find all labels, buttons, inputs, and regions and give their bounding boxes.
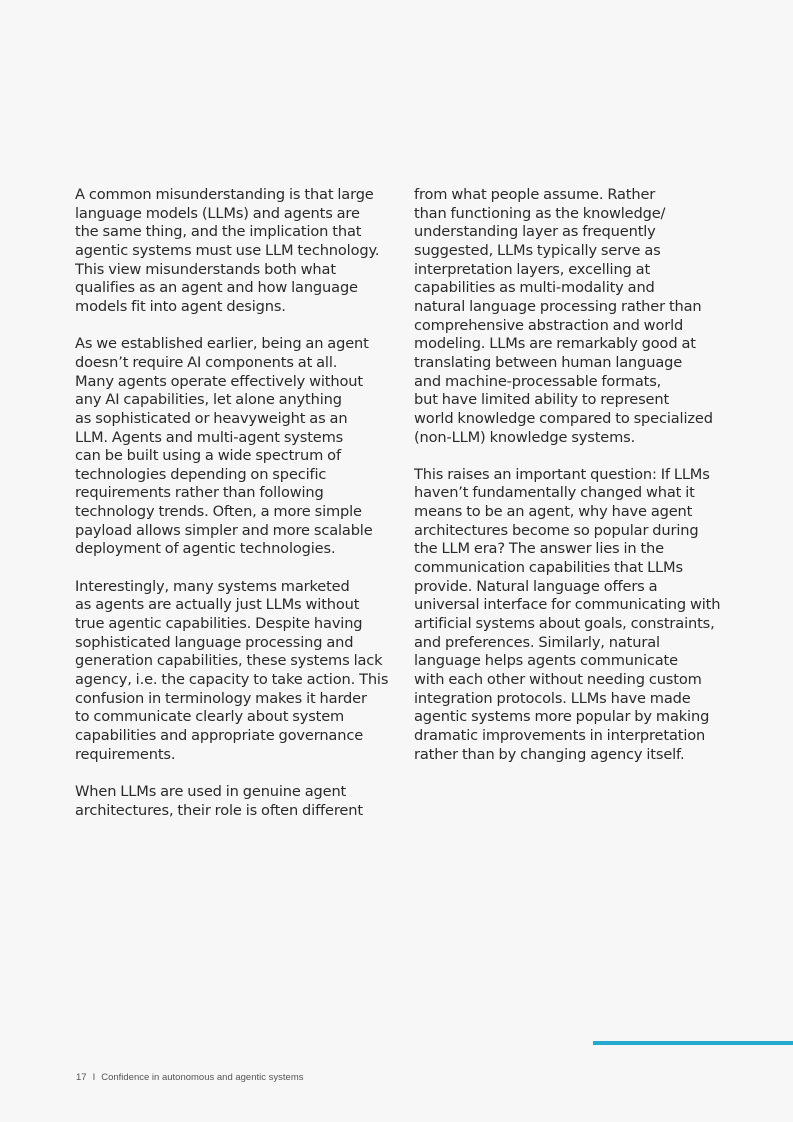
paragraph-llm-misunderstanding bbox=[75, 186, 395, 317]
text-line: communication capabilities that LLMs bbox=[414, 559, 683, 577]
text-line: language models (LLMs) and agents are bbox=[75, 204, 360, 222]
text-line: requirements. bbox=[75, 745, 176, 763]
left-column bbox=[75, 186, 395, 839]
text-line: generation capabilities, these systems lack bbox=[75, 652, 383, 670]
right-column bbox=[414, 186, 734, 783]
text-line: dramatic improvements in interpretation bbox=[414, 727, 706, 745]
text-line: with each other without needing custom bbox=[414, 671, 702, 689]
text-line: natural language processing rather than bbox=[414, 297, 702, 315]
text-line: provide. Natural language offers a bbox=[414, 577, 658, 595]
text-line: qualifies as an agent and how language bbox=[75, 279, 358, 297]
text-line: requirements rather than following bbox=[75, 484, 324, 502]
text-line: the LLM era? The answer lies in the bbox=[414, 540, 664, 558]
text-line: deployment of agentic technologies. bbox=[75, 540, 336, 558]
text-line: capabilities as multi-modality and bbox=[414, 279, 655, 297]
text-line: means to be an agent, why have agent bbox=[414, 503, 693, 521]
text-line: language helps agents communicate bbox=[414, 652, 678, 670]
text-line: When LLMs are used in genuine agent bbox=[75, 782, 347, 800]
text-line: and machine-processable formats, bbox=[414, 372, 662, 390]
text-line: world knowledge compared to specialized bbox=[414, 409, 713, 427]
text-line: to communicate clearly about system bbox=[75, 708, 345, 726]
text-line: architectures become so popular during bbox=[414, 521, 699, 539]
paragraph-llm-role-continued bbox=[414, 186, 734, 447]
text-line: models fit into agent designs. bbox=[75, 297, 286, 315]
paragraph-llm-role-start bbox=[75, 783, 395, 820]
accent-bar bbox=[593, 1041, 793, 1045]
text-line: haven’t fundamentally changed what it bbox=[414, 484, 695, 502]
text-line: artificial systems about goals, constraints, bbox=[414, 615, 715, 633]
text-line: universal interface for communicating with bbox=[414, 596, 721, 614]
text-line: as sophisticated or heavyweight as an bbox=[75, 409, 348, 427]
text-line: comprehensive abstraction and world bbox=[414, 316, 684, 334]
text-line: integration protocols. LLMs have made bbox=[414, 689, 691, 707]
text-line: As we established earlier, being an agent bbox=[75, 335, 369, 353]
text-line: agentic systems more popular by making bbox=[414, 708, 710, 726]
text-line: agency, i.e. the capacity to take action. This bbox=[75, 671, 389, 689]
text-line: architectures, their role is often different bbox=[75, 801, 363, 819]
page-footer bbox=[76, 1072, 303, 1083]
text-line: rather than by changing agency itself. bbox=[414, 745, 685, 763]
text-line: A common misunderstanding is that large bbox=[75, 186, 374, 203]
text-line: suggested, LLMs typically serve as bbox=[414, 241, 661, 259]
text-line: as agents are actually just LLMs without bbox=[75, 596, 360, 614]
text-line: from what people assume. Rather bbox=[414, 186, 656, 203]
footer-separator: I bbox=[92, 1072, 96, 1083]
document-title: Confidence in autonomous and agentic systems bbox=[101, 1072, 304, 1083]
text-line: sophisticated language processing and bbox=[75, 633, 354, 651]
text-line: modeling. LLMs are remarkably good at bbox=[414, 335, 696, 353]
text-line: This raises an important question: If LLMs bbox=[414, 465, 710, 483]
text-line: understanding layer as frequently bbox=[414, 223, 656, 241]
text-line: technologies depending on specific bbox=[75, 465, 327, 483]
paragraph-systems-marketed-as-agents bbox=[75, 578, 395, 765]
text-line: This view misunderstands both what bbox=[75, 260, 336, 278]
page-number: 17 bbox=[76, 1072, 87, 1083]
text-line: technology trends. Often, a more simple bbox=[75, 503, 362, 521]
text-line: but have limited ability to represent bbox=[414, 391, 670, 409]
text-line: than functioning as the knowledge/ bbox=[414, 204, 666, 222]
text-line: any AI capabilities, let alone anything bbox=[75, 391, 342, 409]
text-line: translating between human language bbox=[414, 353, 683, 371]
text-line: can be built using a wide spectrum of bbox=[75, 447, 341, 465]
text-line: agentic systems must use LLM technology. bbox=[75, 241, 380, 259]
paragraph-agents-without-ai bbox=[75, 335, 395, 559]
text-line: doesn’t require AI components at all. bbox=[75, 353, 338, 371]
text-line: confusion in terminology makes it harder bbox=[75, 689, 367, 707]
text-line: Many agents operate effectively without bbox=[75, 372, 363, 390]
text-line: (non-LLM) knowledge systems. bbox=[414, 428, 636, 446]
text-line: LLM. Agents and multi-agent systems bbox=[75, 428, 344, 446]
paragraph-important-question bbox=[414, 466, 734, 765]
text-line: true agentic capabilities. Despite having bbox=[75, 615, 363, 633]
text-line: interpretation layers, excelling at bbox=[414, 260, 651, 278]
text-line: and preferences. Similarly, natural bbox=[414, 633, 660, 651]
text-line: Interestingly, many systems marketed bbox=[75, 577, 350, 595]
text-line: capabilities and appropriate governance bbox=[75, 727, 364, 744]
text-line: payload allows simpler and more scalable bbox=[75, 521, 373, 539]
text-line: the same thing, and the implication that bbox=[75, 223, 362, 241]
